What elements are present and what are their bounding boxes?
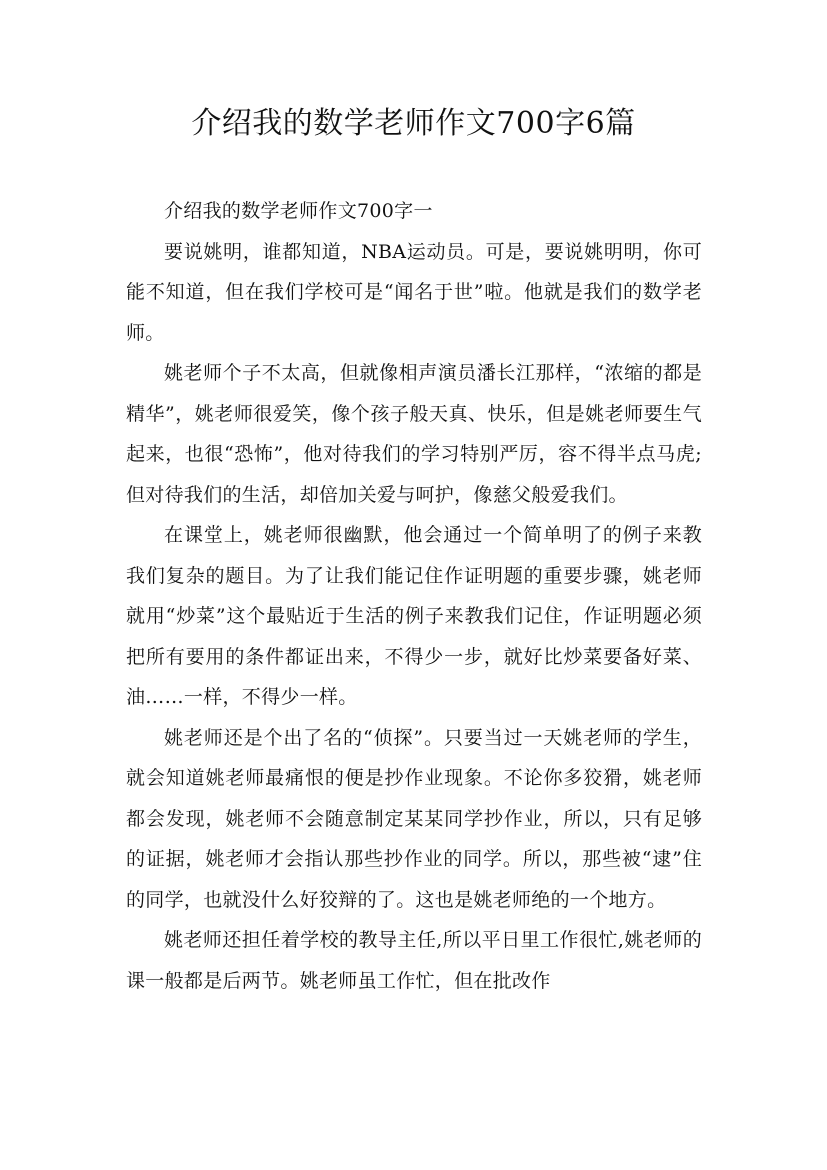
document-body bbox=[126, 191, 702, 1001]
section-heading: 介绍我的数学老师作文700字一 bbox=[164, 200, 433, 222]
paragraph-1: 要说姚明，谁都知道，NBA运动员。可是，要说姚明明，你可能不知道，但在我们学校可是“闻名于世”啦。他就是我们的数学老师。 bbox=[126, 240, 702, 344]
paragraph-5: 姚老师还担任着学校的教导主任,所以平日里工作很忙,姚老师的课一般都是后两节。姚老师虽工作忙，但在批改作 bbox=[126, 929, 702, 992]
document-title: 介绍我的数学老师作文700字6篇 bbox=[191, 106, 636, 141]
paragraph-2: 姚老师个子不太高，但就像相声演员潘长江那样，“浓缩的都是精华”，姚老师很爱笑，像个孩子般天真、快乐，但是姚老师要生气起来，也很“恐怖”，他对待我们的学习特别严厉，容不得半点马虎;但对待我们的生活，却倍加关爱与呵护，像慈父般爱我们。 bbox=[126, 362, 702, 506]
paragraph-3: 在课堂上，姚老师很幽默，他会通过一个简单明了的例子来教我们复杂的题目。为了让我们能记住作证明题的重要步骤，姚老师就用“炒菜”这个最贴近于生活的例子来教我们记住，作证明题必须把所有要用的条件都证出来，不得少一步，就好比炒菜要备好菜、油……一样，不得少一样。 bbox=[126, 524, 702, 708]
paragraph-4: 姚老师还是个出了名的“侦探”。只要当过一天姚老师的学生，就会知道姚老师最痛恨的便是抄作业现象。不论你多狡猾，姚老师都会发现，姚老师不会随意制定某某同学抄作业，所以，只有足够的证据，姚老师才会指认那些抄作业的同学。所以，那些被“逮”住的同学，也就没什么好狡辩的了。这也是姚老师绝的一个地方。 bbox=[126, 726, 702, 911]
